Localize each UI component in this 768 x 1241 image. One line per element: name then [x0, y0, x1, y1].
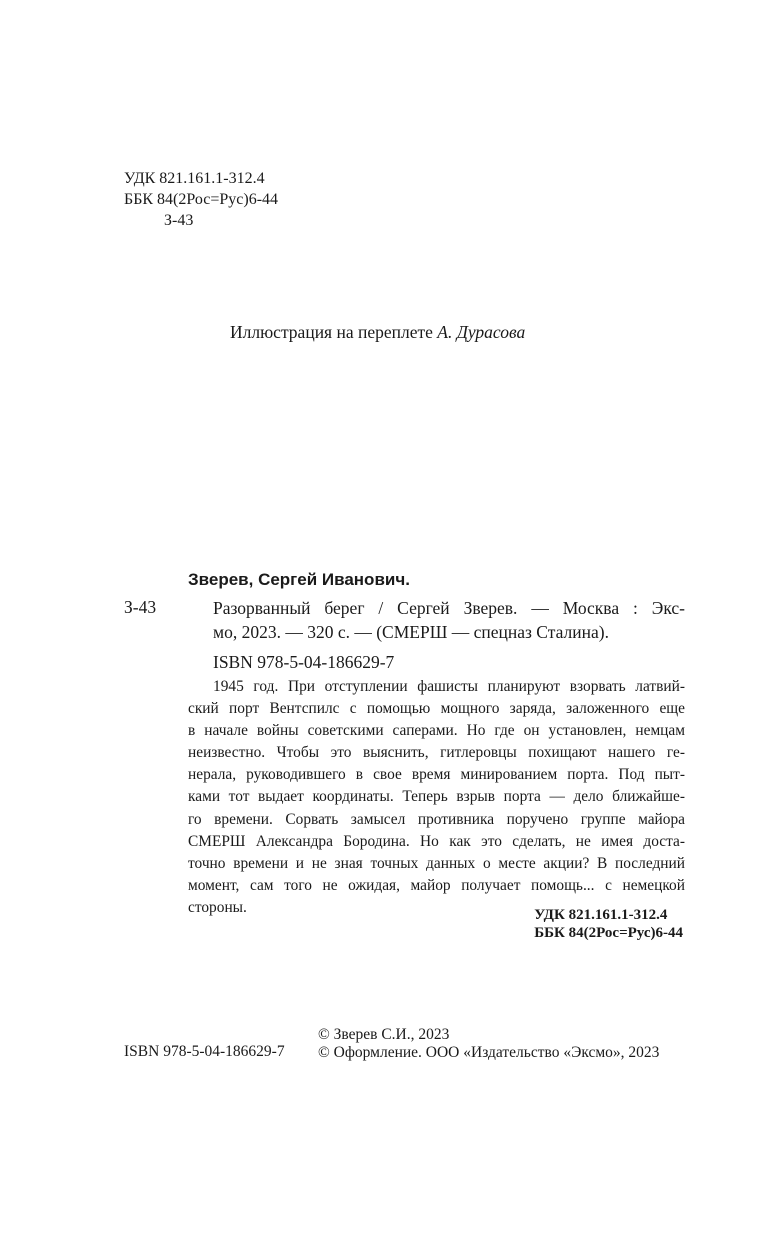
annotation-line: 1945 год. При отступлении фашисты планируют взорвать латвий-: [213, 678, 685, 695]
annotation-line: ский порт Вентспилс с помощью мощного заряда, заложенного еще: [188, 700, 685, 718]
annotation-line: нерала, руководившего в свое время минированием порта. Под пыт-: [188, 766, 685, 784]
annotation-line: го времени. Сорвать замысел противника поручено группе майора: [188, 810, 685, 828]
annotation-line: в начале войны советскими саперами. Но где он установлен, немцам: [188, 722, 685, 740]
annotation-line: момент, сам того не ожидая, майор получает помощь... с немецкой: [188, 876, 685, 894]
annotation-paragraph: [188, 676, 685, 919]
bbk-code: ББК 84(2Рос=Рус)6-44: [124, 191, 279, 208]
annotation-line: неизвестно. Чтобы это выяснить, гитлеровцы похищают нашего ге-: [188, 744, 685, 762]
bottom-classification-codes: [534, 906, 683, 942]
top-classification-codes: [124, 168, 278, 231]
annotation-line: СМЕРШ Александра Бородина. Но как это сделать, не имея доста-: [188, 832, 685, 850]
illustration-credit: [230, 322, 525, 343]
biblio-line-1: Разорванный берег / Сергей Зверев. — Москва : Экс-: [213, 598, 685, 618]
bbk-code-bottom: ББК 84(2Рос=Рус)6-44: [534, 925, 683, 941]
annotation-line: точно времени и не зная точных данных о месте акции? В последний: [188, 854, 685, 872]
illustration-artist: А. Дурасова: [437, 322, 526, 342]
annotation-line: стороны.: [188, 898, 247, 916]
annotation-line: ками тот выдает координаты. Теперь взрыв порта — дело ближайше-: [188, 788, 685, 806]
author-heading: Зверев, Сергей Иванович.: [188, 570, 410, 589]
udk-code-bottom: УДК 821.161.1-312.4: [534, 907, 668, 923]
copyright-block: [318, 1026, 659, 1062]
biblio-line-2: мо, 2023. — 320 с. — (СМЕРШ — спецназ Сталина).: [213, 622, 609, 642]
illustration-label: Иллюстрация на переплете: [230, 322, 433, 342]
udk-code: УДК 821.161.1-312.4: [124, 170, 265, 187]
author-code: З-43: [164, 212, 194, 229]
isbn-record: ISBN 978-5-04-186629-7: [213, 652, 395, 672]
bibliographic-description: [213, 596, 685, 644]
catalog-code: З-43: [124, 597, 157, 617]
isbn-footer: ISBN 978-5-04-186629-7: [124, 1043, 285, 1060]
copyright-design: © Оформление. ООО «Издательство «Эксмо», 2023: [318, 1044, 660, 1061]
copyright-author: © Зверев С.И., 2023: [318, 1026, 450, 1043]
